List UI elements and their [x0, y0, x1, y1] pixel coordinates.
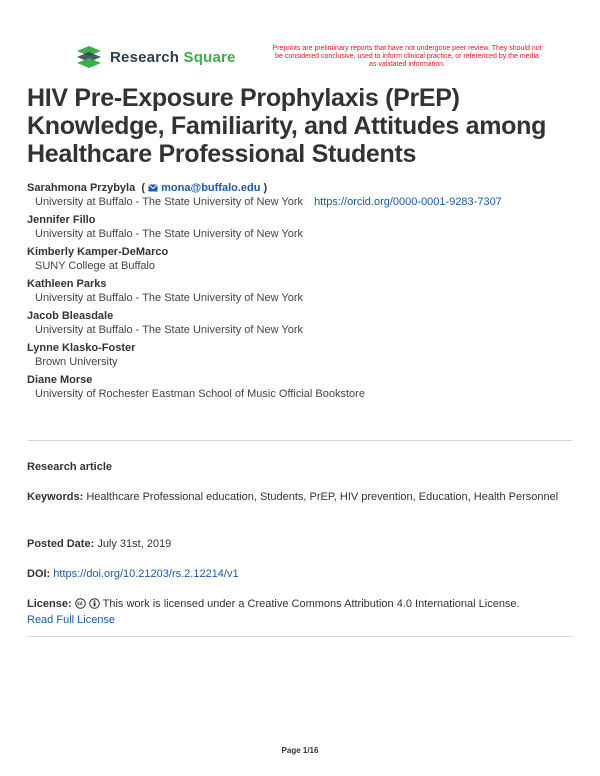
author-name: Kathleen Parks — [27, 278, 107, 290]
author-affiliation: University of Rochester Eastman School of Music Official Bookstore — [35, 388, 365, 400]
author-name: Diane Morse — [27, 374, 93, 386]
author-entry — [27, 373, 587, 402]
author-entry — [27, 341, 587, 370]
author-list — [27, 181, 587, 405]
posted-date-label: Posted Date: — [27, 538, 95, 550]
preprint-disclaimer: Preprints are preliminary reports that have not undergone peer review. They should not be considered conclusive, used to inform clinical practice, or referenced by the media as validated information. — [272, 45, 542, 68]
author-affiliation: Brown University — [35, 356, 118, 368]
license-block — [27, 596, 572, 628]
author-entry — [27, 213, 587, 242]
license-label: License: — [27, 598, 72, 610]
author-affiliation: University at Buffalo - The State University of New York — [35, 228, 303, 240]
posted-date-block — [27, 536, 572, 552]
logo-text — [110, 49, 236, 66]
attribution-icon — [89, 598, 100, 609]
article-type: Research article — [27, 461, 112, 473]
keywords-block — [27, 489, 572, 505]
author-affiliation: University at Buffalo - The State University of New York — [35, 324, 303, 336]
author-entry — [27, 181, 587, 210]
author-email-link[interactable]: mona@buffalo.edu — [161, 182, 261, 194]
license-text: This work is licensed under a Creative Commons Attribution 4.0 International License. — [102, 598, 520, 610]
keywords-text: Healthcare Professional education, Students, PrEP, HIV prevention, Education, Health Personnel — [86, 491, 559, 503]
author-name: Kimberly Kamper-DeMarco — [27, 246, 169, 258]
email-close-paren: ) — [260, 182, 268, 194]
posted-date-value: July 31st, 2019 — [97, 538, 172, 550]
section-divider-top — [27, 440, 573, 441]
author-entry — [27, 245, 587, 274]
read-full-license-link[interactable]: Read Full License — [27, 614, 116, 626]
author-name: Lynne Klasko-Foster — [27, 342, 136, 354]
research-square-logo — [75, 45, 236, 69]
paper-title: HIV Pre-Exposure Prophylaxis (PrEP) Knowledge, Familiarity, and Attitudes among Healthcare Professional Students — [27, 84, 547, 168]
doi-label: DOI: — [27, 568, 51, 580]
author-affiliation — [27, 195, 587, 210]
author-affiliation: SUNY College at Buffalo — [35, 260, 156, 272]
logo-text-square: Square — [183, 48, 236, 66]
affiliation-text: University at Buffalo - The State University of New York — [35, 196, 303, 208]
author-entry — [27, 309, 587, 338]
author-affiliation: University at Buffalo - The State University of New York — [35, 292, 303, 304]
orcid-link[interactable]: https://orcid.org/0000-0001-9283-7307 — [314, 196, 502, 208]
mail-icon — [148, 184, 158, 192]
doi-block — [27, 566, 572, 582]
author-entry — [27, 277, 587, 306]
email-open-paren: ( — [138, 182, 146, 194]
research-square-logo-icon — [75, 45, 103, 69]
doi-link[interactable]: https://doi.org/10.21203/rs.2.12214/v1 — [53, 568, 239, 580]
page-number: Page 1/16 — [281, 746, 319, 755]
author-name-text: Sarahmona Przybyla — [27, 182, 136, 194]
section-divider-bottom — [27, 636, 573, 637]
keywords-label: Keywords: — [27, 491, 84, 503]
logo-text-research: Research — [110, 48, 180, 66]
author-name: Jennifer Fillo — [27, 214, 96, 226]
author-name: Jacob Bleasdale — [27, 310, 114, 322]
author-name — [27, 181, 587, 195]
creative-commons-icon — [75, 598, 86, 609]
